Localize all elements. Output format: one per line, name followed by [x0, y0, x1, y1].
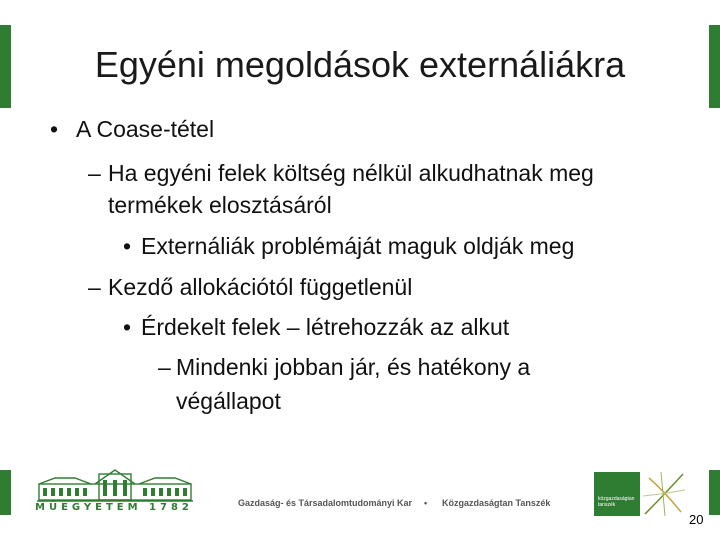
faculty-name: Gazdaság- és Társadalomtudományi Kar [238, 498, 413, 508]
bullet-text: végállapot [176, 388, 281, 414]
bullet-marker: • [123, 233, 132, 259]
department-logo-text: közgazdaságtan tanszék [598, 496, 635, 508]
leaf-graphic [641, 468, 687, 518]
bullet-line-6 [123, 314, 509, 341]
bullet-line-7 [158, 354, 530, 381]
bullet-text: Kezdő allokációtól függetlenül [108, 274, 413, 300]
bullet-line-8 [176, 388, 281, 415]
left-accent-bar-bottom [0, 470, 11, 515]
bullet-line-1 [50, 116, 214, 143]
bullet-marker: • [123, 314, 132, 340]
bullet-marker: • [50, 116, 59, 142]
left-accent-bar-top [0, 25, 11, 108]
bullet-text: Externáliák problémáját maguk oldják meg [141, 233, 575, 259]
university-logo-text: MŰEGYETEM 1782 [35, 502, 193, 513]
bullet-text: termékek elosztásáról [108, 192, 332, 218]
bullet-marker: – [88, 160, 101, 186]
department-name: Közgazdaságtan Tanszék [442, 498, 551, 508]
bullet-text: Mindenki jobban jár, és hatékony a [176, 354, 531, 380]
right-accent-bar-bottom [709, 470, 720, 515]
bullet-text: Ha egyéni felek költség nélkül alkudhatnak meg [108, 160, 594, 186]
page-number: 20 [689, 512, 704, 527]
department-logo-box [594, 472, 640, 516]
bullet-line-3 [108, 192, 332, 219]
bullet-marker: – [158, 354, 171, 380]
right-accent-bar-top [709, 25, 720, 108]
bullet-marker: – [88, 274, 101, 300]
bullet-text: Érdekelt felek – létrehozzák az alkut [141, 314, 510, 340]
footer-separator: • [424, 498, 428, 508]
slide-title: Egyéni megoldások externáliákra [94, 44, 626, 85]
bullet-line-4 [123, 233, 574, 260]
bullet-line-5 [88, 274, 412, 301]
bullet-text: A Coase-tétel [76, 116, 215, 142]
bullet-line-2 [88, 160, 594, 187]
